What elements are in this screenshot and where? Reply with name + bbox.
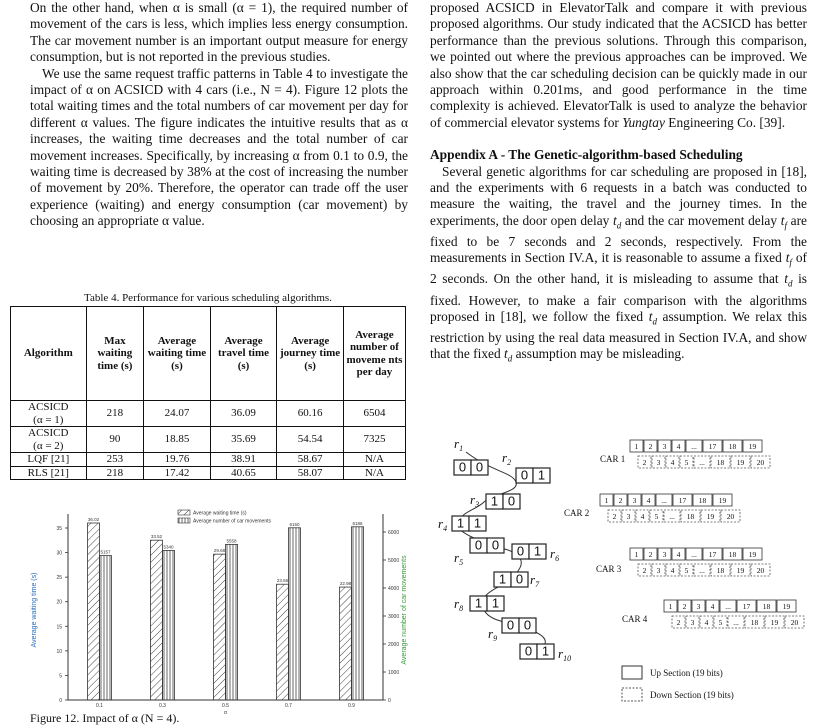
bit-box-value: 1 (490, 493, 499, 509)
waiting-time-label: 22.98 (339, 581, 352, 587)
request-label-index: 2 (507, 458, 512, 467)
table-cell: 54.54 (277, 427, 344, 453)
up-cell-value: 3 (662, 442, 667, 451)
table-cell: N/A (343, 466, 405, 480)
up-cell-value: 19 (748, 550, 757, 559)
request-label (530, 572, 540, 589)
movement-label: 6150 (289, 521, 300, 527)
down-cell-value: 5 (718, 618, 723, 627)
table-cell: 35.69 (210, 427, 277, 453)
up-cell-value: 19 (748, 442, 757, 451)
right-column (430, 0, 807, 367)
request-label (454, 550, 463, 567)
movement-label: 5558 (226, 538, 237, 544)
up-cell-value: 17 (708, 550, 717, 559)
table-cell: 6504 (343, 401, 405, 427)
x-axis-label: α (224, 710, 227, 716)
algorithm-name: RLS [21] (11, 466, 87, 480)
up-cell-value: 3 (632, 496, 637, 505)
right-tick-label: 3000 (388, 614, 400, 620)
up-cell-value: 4 (676, 550, 681, 559)
waiting-time-bar (88, 523, 100, 700)
movement-bar (289, 528, 301, 700)
right-paragraph-1-text: proposed ACSICD in ElevatorTalk and compare it with previous proposed algorithms. Our study indicated that the ACSICD has better performance than the previous solutions. Through this comparison, we pointed out where the previous approaches can be improved. We also show that the car scheduling decision can be quickly made in our approach within 0.201ms, and good performance in the time complexity is achieved. ElevatorTalk is used to analyze the behavior of commercial elevator systems for (430, 0, 807, 130)
request-label-index: 8 (459, 604, 464, 613)
bit-box-value: 0 (515, 571, 524, 587)
legend-down-label: Down Section (19 bits) (650, 690, 734, 700)
table-cell: 36.09 (210, 401, 277, 427)
request-label-index: 5 (459, 558, 464, 567)
up-cell-value: 18 (762, 602, 771, 611)
legend-label-movements: Average number of car movements (193, 518, 272, 525)
chart-legend (178, 510, 272, 525)
down-cell-value: ... (669, 512, 675, 521)
table-cell: 17.42 (144, 466, 211, 480)
up-cell-value: ... (691, 442, 697, 451)
bit-box-value: 1 (474, 595, 483, 611)
up-cell-value: 18 (728, 442, 737, 451)
math-variable: $t_d$ (613, 212, 622, 231)
table-cell: 24.07 (144, 401, 211, 427)
down-cell-value: 18 (716, 458, 725, 467)
movement-bar (352, 527, 364, 700)
right-tick-label: 5000 (388, 558, 400, 564)
right-axis-label: Average number of car movements (401, 555, 408, 665)
up-cell-value: ... (725, 602, 731, 611)
request-label (488, 626, 497, 643)
waiting-time-bar (151, 540, 163, 700)
request-label (438, 516, 447, 533)
up-cell-value: 17 (678, 496, 687, 505)
right-tick-label: 6000 (388, 530, 400, 536)
table-cell: 253 (86, 453, 144, 467)
left-axis-label: Average waiting time (s) (31, 572, 38, 648)
request-label-base: r (558, 646, 564, 661)
algorithm-name: ACSICD (28, 427, 69, 439)
car-label: CAR 4 (622, 614, 648, 624)
down-cell-value: 19 (736, 566, 745, 575)
math-variable: $t_d$ (648, 308, 657, 327)
math-variable: $t_d$ (784, 271, 793, 290)
appendix-heading: Appendix A - The Genetic-algorithm-based Scheduling (430, 147, 743, 163)
right-tick-label: 2000 (388, 642, 400, 648)
down-cell-value: ... (699, 458, 705, 467)
down-cell-value: 3 (656, 458, 661, 467)
table-4 (10, 292, 406, 480)
bit-box-value: 1 (473, 515, 482, 531)
up-cell-value: 1 (634, 442, 639, 451)
movement-bar (100, 556, 112, 700)
request-label-index: 1 (459, 444, 464, 453)
down-cell-value: ... (733, 618, 739, 627)
movement-label: 5340 (163, 544, 174, 550)
math-variable: $t_f$ (785, 250, 792, 269)
left-tick-label: 20 (56, 599, 62, 606)
bit-box-value: 0 (524, 643, 533, 659)
bit-box-value: 1 (491, 595, 500, 611)
up-cell-value: 2 (682, 602, 687, 611)
up-cell-value: 4 (710, 602, 715, 611)
left-tick-label: 25 (56, 575, 62, 582)
request-label-base: r (550, 546, 556, 561)
table-cell: N/A (343, 453, 405, 467)
table-row (11, 427, 406, 453)
up-cell-value: 19 (718, 496, 727, 505)
up-cell-value: 2 (618, 496, 623, 505)
table-cell: 218 (86, 466, 144, 480)
movement-label: 5157 (100, 549, 111, 555)
category-label: 0.9 (348, 703, 355, 709)
movement-bar (163, 550, 175, 700)
movement-bar (226, 544, 238, 700)
down-cell-value: 18 (686, 512, 695, 521)
down-cell-value: 3 (656, 566, 661, 575)
down-cell-value: 2 (676, 618, 681, 627)
bit-box-value: 0 (475, 459, 484, 475)
down-cell-value: 18 (716, 566, 725, 575)
chromosome-diagram (432, 432, 810, 707)
table-header: Algorithm (11, 307, 87, 401)
up-cell-value: 19 (782, 602, 791, 611)
bit-box-value: 0 (458, 459, 467, 475)
table-header: Average waiting time (s) (144, 307, 211, 401)
request-label-base: r (530, 572, 536, 587)
up-cell-value: 1 (604, 496, 609, 505)
up-cell-value: 4 (676, 442, 681, 451)
bit-box-value: 0 (491, 537, 500, 553)
legend-swatch-movements (178, 518, 190, 523)
request-label (454, 596, 463, 613)
down-cell-value: 19 (736, 458, 745, 467)
company-name: Yungtay (622, 114, 665, 130)
up-cell-value: ... (691, 550, 697, 559)
bit-box-value: 0 (474, 537, 483, 553)
right-tick-label: 1000 (388, 670, 400, 676)
left-tick-label: 10 (56, 648, 62, 655)
up-cell-value: 2 (648, 550, 653, 559)
table-cell: 38.91 (210, 453, 277, 467)
table-cell: 18.85 (144, 427, 211, 453)
down-cell-value: 20 (756, 566, 765, 575)
up-cell-value: 2 (648, 442, 653, 451)
up-cell-value: 3 (696, 602, 701, 611)
table-cell: 40.65 (210, 466, 277, 480)
table-header: Average travel time (s) (210, 307, 277, 401)
request-label (550, 546, 559, 563)
table-header: Average number of moveme nts per day (343, 307, 405, 401)
math-variable: $t_d$ (504, 346, 513, 365)
bit-box-value: 0 (523, 617, 532, 633)
left-paragraph-1: On the other hand, when α is small (α = 1), the required number of movement of the cars is less, which implies less energy consumption. The car movement number is an important output measure for energy consumption, but is not reported in the previous studies. (30, 0, 408, 65)
request-label-index: 10 (563, 654, 572, 663)
right-tick-label: 4000 (388, 586, 400, 592)
waiting-time-bar (214, 554, 226, 700)
figure-12-caption: Figure 12. Impact of α (N = 4). (30, 711, 180, 725)
table-row (11, 466, 406, 480)
algorithm-name: LQF [21] (11, 453, 87, 467)
bit-box-value: 1 (498, 571, 507, 587)
table-cell: 90 (86, 427, 144, 453)
table-cell: 7325 (343, 427, 405, 453)
down-cell-value: 20 (726, 512, 735, 521)
left-tick-label: 15 (56, 624, 62, 631)
request-label-index: 9 (493, 634, 498, 643)
category-label: 0.7 (285, 703, 292, 709)
up-cell-value: 4 (646, 496, 651, 505)
up-cell-value: 1 (668, 602, 673, 611)
up-cell-value: 18 (698, 496, 707, 505)
car-label: CAR 3 (596, 564, 622, 574)
waiting-time-label: 33.52 (150, 534, 163, 540)
left-tick-label: 5 (59, 673, 62, 680)
down-cell-value: 5 (654, 512, 659, 521)
table-cell: 218 (86, 401, 144, 427)
down-cell-value: 2 (642, 566, 647, 575)
request-label (470, 492, 479, 509)
bit-box-value: 1 (541, 643, 550, 659)
down-cell-value: 2 (612, 512, 617, 521)
request-label-base: r (454, 436, 460, 451)
down-cell-value: 19 (706, 512, 715, 521)
right-paragraph-1-end: Engineering Co. [39]. (668, 114, 786, 130)
table-cell: 58.07 (277, 466, 344, 480)
left-tick-label: 35 (56, 526, 62, 532)
down-cell-value: 5 (684, 458, 689, 467)
down-cell-value: 4 (704, 618, 709, 627)
algorithm-param: (α = 1) (33, 413, 64, 426)
up-cell-value: ... (661, 496, 667, 505)
car-label: CAR 1 (600, 454, 626, 464)
request-label-base: r (454, 550, 460, 565)
table-cell: 60.16 (277, 401, 344, 427)
up-cell-value: 18 (728, 550, 737, 559)
algorithm-name: ACSICD (28, 401, 69, 413)
table-cell: 58.67 (277, 453, 344, 467)
performance-table (10, 306, 406, 480)
down-cell-value: 19 (770, 618, 779, 627)
request-label (558, 646, 571, 663)
request-label-base: r (438, 516, 444, 531)
category-label: 0.3 (159, 703, 166, 709)
down-cell-value: 20 (756, 458, 765, 467)
legend-up-swatch (622, 666, 642, 679)
waiting-time-label: 29.68 (213, 548, 226, 554)
figure-12-chart (28, 508, 413, 716)
request-label-base: r (488, 626, 494, 641)
bit-box-value: 1 (537, 467, 546, 483)
down-cell-value: 2 (642, 458, 647, 467)
movement-label: 6186 (352, 520, 363, 526)
up-cell-value: 17 (742, 602, 751, 611)
request-label (502, 450, 511, 467)
request-label-index: 3 (475, 500, 480, 509)
down-cell-value: 4 (640, 512, 645, 521)
table-header: Max waiting time (s) (86, 307, 144, 401)
bit-box-value: 0 (516, 543, 525, 559)
algorithm-param: (α = 2) (33, 439, 64, 452)
left-column (30, 0, 408, 230)
table-row (11, 453, 406, 467)
category-label: 0.1 (96, 703, 103, 709)
bit-box-value: 0 (506, 617, 515, 633)
waiting-time-bar (340, 587, 352, 700)
down-cell-value: 20 (790, 618, 799, 627)
table-header: Average journey time (s) (277, 307, 344, 401)
request-label-base: r (502, 450, 508, 465)
right-paragraph-2: Several genetic algorithms for car scheduling are proposed in [18], and the experiments with 6 requests in a batch was conducted to measure the waiting, the travel and the journey times. In the experiments, the door open delay $t_d$ and the car movement delay $t_f$ are fixed to be 7 seconds and 2 seconds, respectively. From the measurements in Section IV.A, it is reasonable to assume a fixed $t_f$ of 2 seconds. On the other hand, it is misleading to assume that $t_d$ is fixed. However, to make a fair comparison with the algorithms proposed in [18], we follow the fixed $t_d$ assumption. We relax this restriction by using the real data measured in Section IV.A, and show that the fixed $t_d$ assumption may be misleading. (430, 163, 807, 365)
math-variable: $t_f$ (780, 212, 787, 231)
table-caption: Table 4. Performance for various scheduling algorithms. (84, 292, 332, 304)
down-cell-value: 5 (684, 566, 689, 575)
bit-box-value: 1 (533, 543, 542, 559)
legend-up-label: Up Section (19 bits) (650, 668, 723, 678)
down-cell-value: 3 (626, 512, 631, 521)
left-tick-label: 30 (56, 550, 62, 557)
waiting-time-bar (277, 584, 289, 700)
up-cell-value: 1 (634, 550, 639, 559)
legend-swatch-waiting (178, 510, 190, 515)
table-cell: 19.76 (144, 453, 211, 467)
right-tick-label: 0 (388, 698, 391, 704)
up-cell-value: 17 (708, 442, 717, 451)
up-cell-value: 3 (662, 550, 667, 559)
table-row (11, 401, 406, 427)
request-label (454, 436, 463, 453)
down-cell-value: 18 (750, 618, 759, 627)
down-cell-value: 3 (690, 618, 695, 627)
down-cell-value: 4 (670, 458, 675, 467)
waiting-time-label: 23.56 (276, 578, 289, 584)
bit-box-value: 0 (520, 467, 529, 483)
request-label-base: r (454, 596, 460, 611)
car-label: CAR 2 (564, 508, 590, 518)
down-cell-value: ... (699, 566, 705, 575)
request-label-index: 7 (535, 580, 540, 589)
waiting-time-label: 36.02 (87, 516, 100, 522)
left-paragraph-2: We use the same request traffic patterns in Table 4 to investigate the impact of α on ACSICD with 4 cars (i.e., N = 4). Figure 12 plots the total waiting times and the total numbers of car movement per day for different α values. The figure indicates the intuitive results that as α increases, the waiting time decreases and the total number of car movement increases. Specifically, by increasing α from 0.1 to 0.9, the waiting time is decreased by 38% at the cost of increasing the number of movement by 20%. Therefore, the operator can trade off the user experience (waiting) and energy consumption (car movement) by choosing an appropriate α value. (30, 65, 408, 229)
legend-label-waiting: Average waiting time (s) (193, 510, 247, 517)
request-label-index: 4 (443, 524, 448, 533)
request-label-index: 6 (555, 554, 560, 563)
legend-down-swatch (622, 688, 642, 701)
bit-box-value: 1 (456, 515, 465, 531)
bit-box-value: 0 (507, 493, 516, 509)
right-paragraph-1 (430, 0, 807, 131)
request-label-base: r (470, 492, 476, 507)
left-tick-label: 0 (59, 698, 62, 704)
category-label: 0.5 (222, 703, 229, 709)
down-cell-value: 4 (670, 566, 675, 575)
